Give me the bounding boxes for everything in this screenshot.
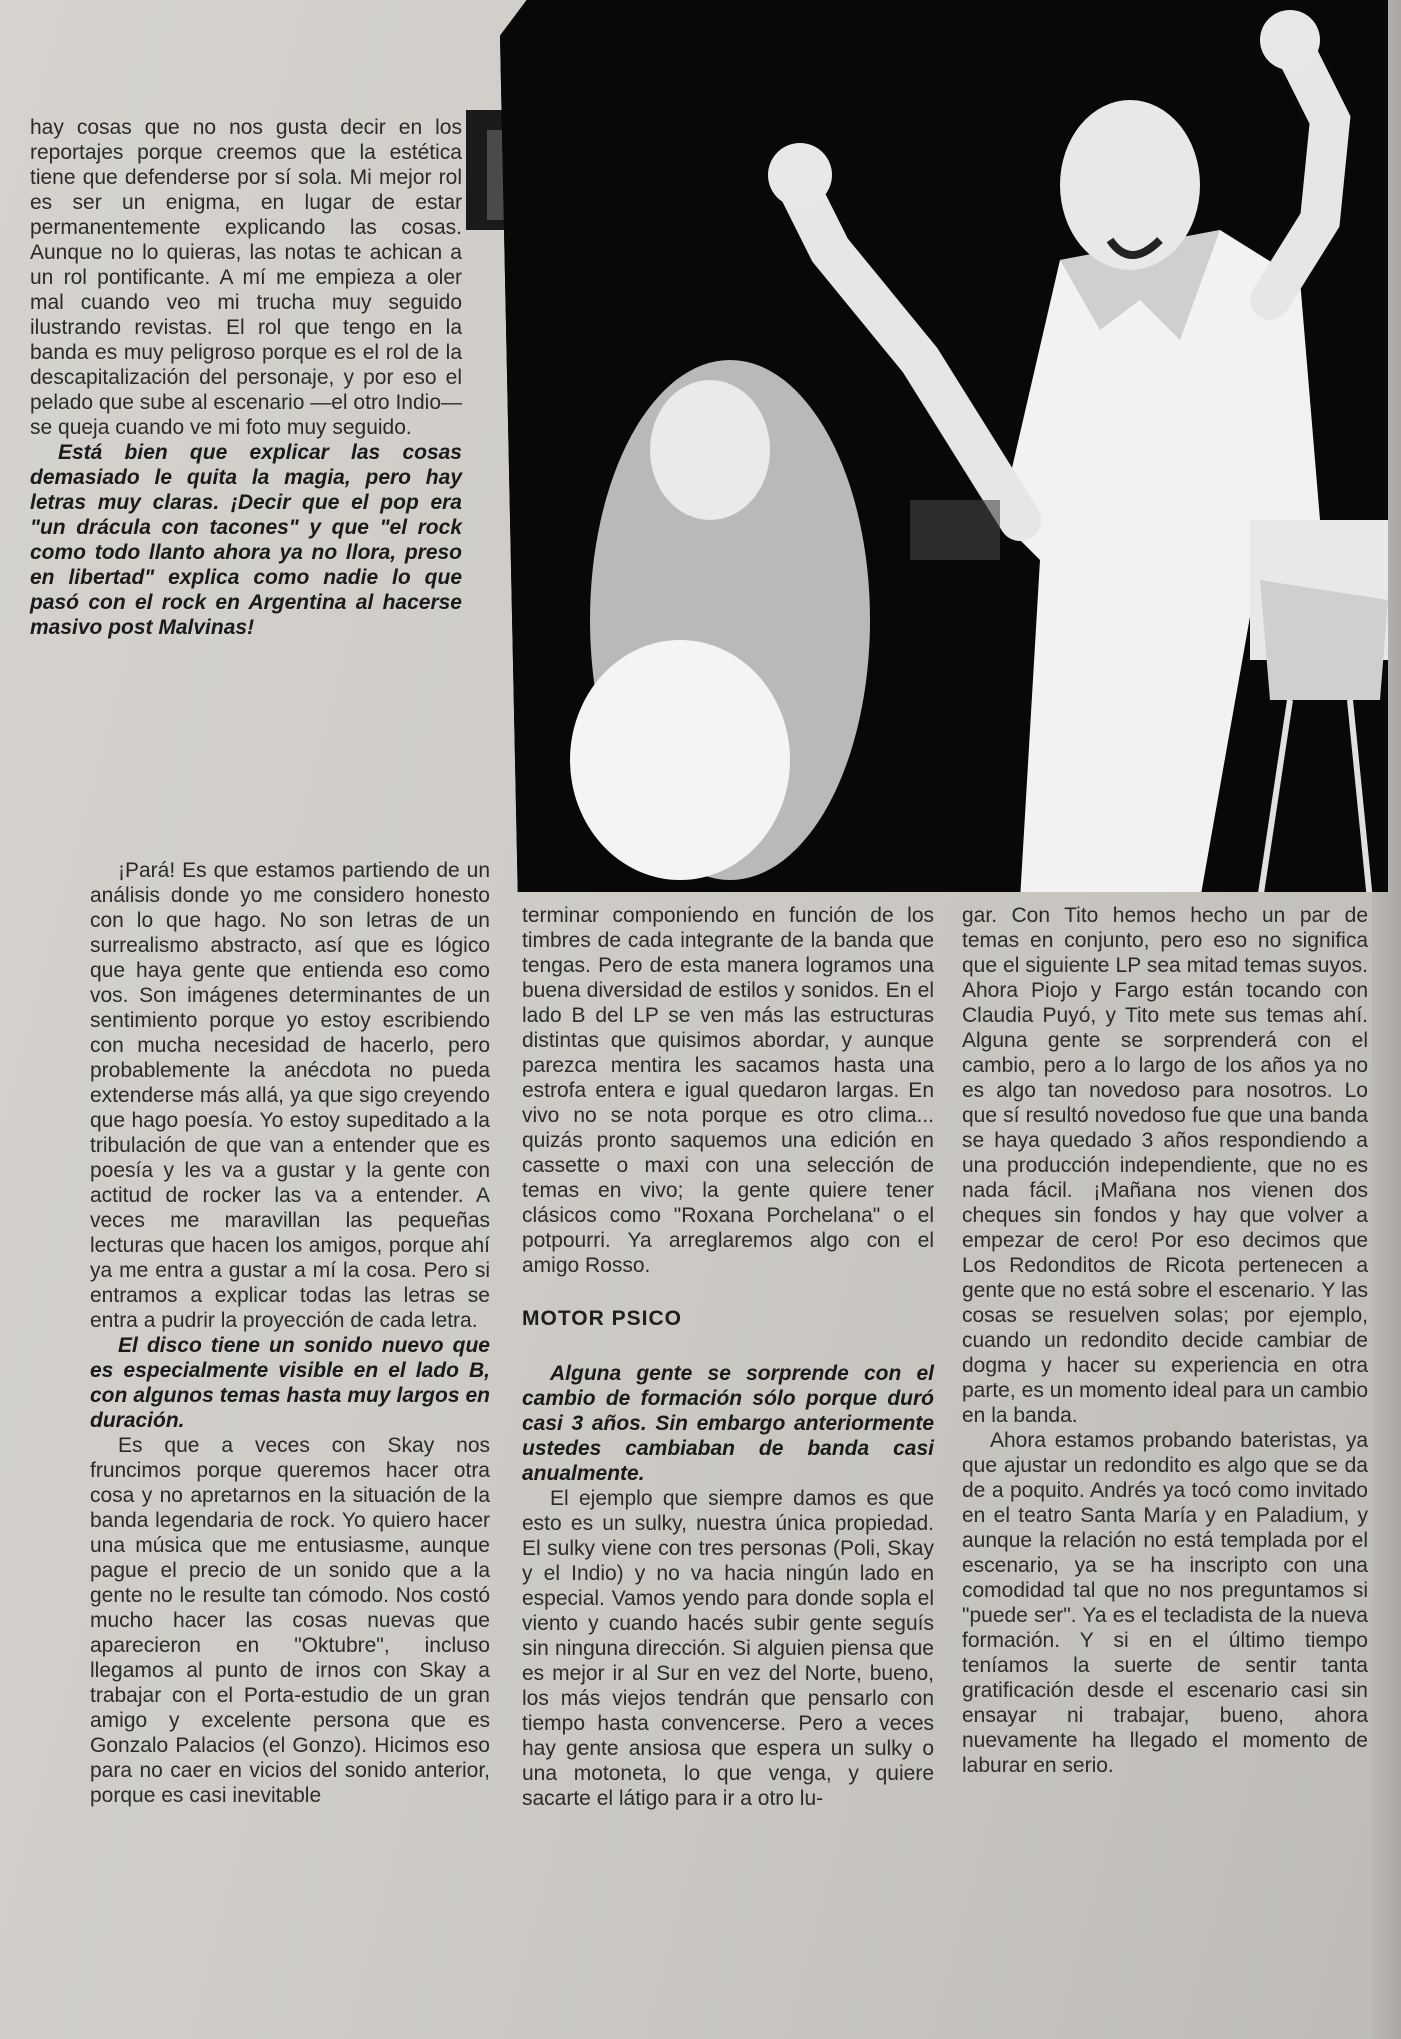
- paragraph: El ejemplo que siempre damos es que esto es un sulky, nuestra única propiedad. El sulky viene con tres personas (Poli, Skay y el Indio) y no va hacia ningún lado en especial. Vamos yendo para donde sopla el viento y cuando hacés subir gente seguís sin ninguna dirección. Si alguien piensa que es mejor ir al Sur en vez del Norte, bueno, los más viejos tendrán que pensarlo con tiempo hasta convencerse. Pero a veces hay gente ansiosa que espera un sulky o una motoneta, lo que venga, y quiere sacarte el látigo para ir a otro lu-: [522, 1487, 934, 1810]
- column-3: [962, 903, 1368, 1778]
- paragraph: gar. Con Tito hemos hecho un par de temas en conjunto, pero eso no significa que el siguiente LP sea mitad temas suyos. Ahora Piojo y Fargo están tocando con Claudia Puyó, y Tito mete sus temas ahí. Alguna gente se sorprenderá con el cambio, pero a lo largo de los años ya no es algo tan novedoso para nosotros. Lo que sí resultó novedoso fue que una banda se haya quedado 3 años respondiendo a una producción independiente, que no es nada fácil. ¡Mañana nos vienen dos cheques sin fondos y hay que volver a empezar de cero! Por eso decimos que Los Redonditos de Ricota pertenecen a gente que no está sobre el escenario. Y las cosas se resuelven solas; por ejemplo, cuando un redondito decide cambiar de dogma y hacer su experiencia en otra parte, es un momento ideal para un cambio en la banda.: [962, 904, 1368, 1427]
- photo-illustration: [500, 0, 1388, 892]
- paragraph: hay cosas que no nos gusta decir en los reportajes porque creemos que la estética tiene que defenderse por sí sola. Mi mejor rol es ser un enigma, en lugar de estar permanentemente explicando las cosas. Aunque no lo quieras, las notas te achican a un rol pontificante. A mí me empieza a oler mal cuando veo mi trucha muy seguido ilustrando revistas. El rol que tengo en la banda es muy peligroso porque es el rol de la descapitalización del personaje, y por eso el pelado que sube al escenario —el otro Indio— se queja cuando ve mi foto muy seguido.: [30, 116, 462, 439]
- paragraph: terminar componiendo en función de los timbres de cada integrante de la banda que tengas. Pero de esta manera logramos una buena diversidad de estilos y sonidos. En el lado B del LP se ven más las estructuras distintas que quisimos abordar, y aunque parezca mentira les sacamos hasta una estrofa entera e igual quedaron largas. En vivo no se nota porque es otro clima... quizás pronto saquemos una edición en cassette o maxi con una selección de temas en vivo; la gente quiere tener clásicos como "Roxana Porchelana" o el potpourri. Ya arreglaremos algo con el amigo Rosso.: [522, 904, 934, 1277]
- column-1-top: [30, 115, 462, 640]
- interviewer-question: El disco tiene un sonido nuevo que es especialmente visible en el lado B, con algunos temas hasta muy largos en duración.: [90, 1334, 490, 1432]
- interviewer-question: Está bien que explicar las cosas demasiado le quita la magia, pero hay letras muy claras. ¡Decir que el pop era "un drácula con tacones" y que "el rock como todo llanto ahora ya no llora, preso en libertad" explica como nadie lo que pasó con el rock en Argentina al hacerse masivo post Malvinas!: [30, 441, 462, 639]
- column-1-bottom: [90, 858, 490, 1808]
- paragraph: Es que a veces con Skay nos fruncimos porque queremos hacer otra cosa y no apretarnos en la situación de la banda legendaria de rock. Yo quiero hacer una música que me entusiasme, aunque pague el precio de un sonido que a la gente no le resulte tan cómodo. Nos costó mucho hacer las cosas nuevas que aparecieron en "Oktubre", incluso llegamos al punto de irnos con Skay a trabajar con el Porta-estudio de un gran amigo y excelente persona que es Gonzalo Palacios (el Gonzo). Hicimos eso para no caer en vicios del sonido anterior, porque es casi inevitable: [90, 1434, 490, 1807]
- paragraph: ¡Pará! Es que estamos partiendo de un análisis donde yo me considero honesto con lo que hago. No son letras de un surrealismo abstracto, así que es lógico que haya gente que entienda eso como vos. Son imágenes determinantes de un sentimiento porque yo estoy escribiendo con mucha necesidad de hacerlo, pero probablemente la anécdota no pueda extenderse más allá, ya que sigo creyendo que hago poesía. Yo estoy supeditado a la tribulación de que van a entender que es poesía y les va a gustar y la gente con actitud de rocker las va a entender. A veces me maravillan las pequeñas lecturas que hacen los amigos, porque ahí ya me entra a gustar a mí la cosa. Pero si entramos a explicar todas las letras se entra a pudrir la proyección de cada letra.: [90, 859, 490, 1332]
- interviewer-question: Alguna gente se sorprende con el cambio de formación sólo porque duró casi 3 años. Sin embargo anteriormente ustedes cambiaban de banda casi anualmente.: [522, 1362, 934, 1485]
- concert-photo: [500, 0, 1388, 892]
- column-2: [522, 903, 934, 1811]
- section-heading: MOTOR PSICO: [522, 1307, 682, 1330]
- paragraph: Ahora estamos probando bateristas, ya que ajustar un redondito es algo que se da de a poquito. Andrés ya tocó como invitado en el teatro Santa María y en Paladium, y aunque la relación no está templada por el escenario, ya se ha inscripto con una comodidad tal que no nos preguntamos si "puede ser". Ya es el tecladista de la nueva formación. Y si en el último tiempo teníamos la suerte de sentir tanta gratificación desde el escenario casi sin ensayar ni trabajar, bueno, ahora nuevamente ha llegado el momento de laburar en serio.: [962, 1429, 1368, 1777]
